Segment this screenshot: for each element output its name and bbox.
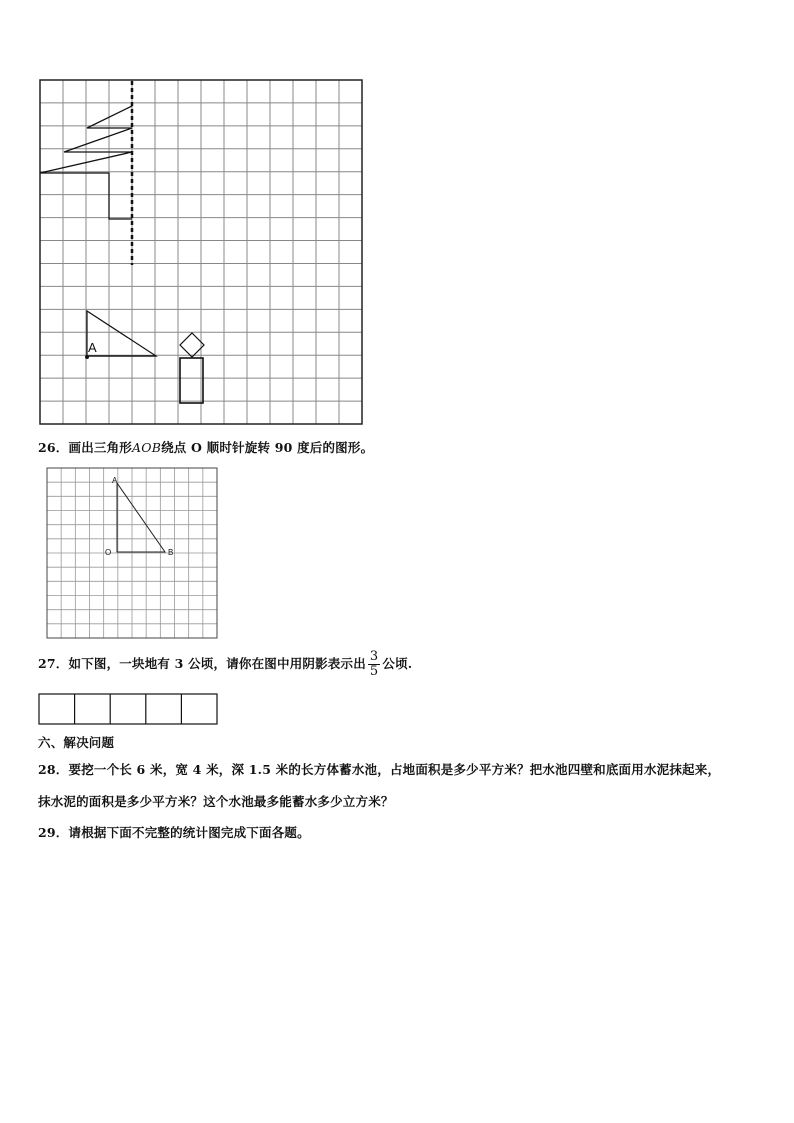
fraction-three-fifths <box>368 650 380 679</box>
rectangle-shape <box>180 358 203 403</box>
label-b: B <box>168 548 174 557</box>
label-o: O <box>105 548 112 557</box>
question-text-after: 公顷. <box>382 656 413 671</box>
question-number: 27． <box>38 656 69 671</box>
section-title: 六、解决问题 <box>38 735 115 750</box>
triangle-aob <box>117 483 165 552</box>
question-number: 28． <box>38 762 69 777</box>
point-a-dot <box>85 355 89 359</box>
label-a: A <box>112 476 118 485</box>
fraction-denominator: 5 <box>369 664 379 679</box>
question-28-line1 <box>38 760 720 778</box>
land-boxes[interactable] <box>38 693 220 726</box>
label-a: A <box>88 340 97 355</box>
question-29 <box>38 823 310 841</box>
figure-grid-rotation <box>46 467 220 640</box>
figure-grid-symmetry <box>39 79 366 427</box>
question-text-after: 绕点 O 顺时针旋转 90 度后的图形。 <box>161 440 374 455</box>
triangle-shape <box>87 311 156 356</box>
triangle-name: AOB <box>132 440 162 455</box>
question-text: 请根据下面不完整的统计图完成下面各题。 <box>68 825 310 840</box>
question-27 <box>38 650 412 679</box>
question-number: 29． <box>38 825 69 840</box>
question-26 <box>38 438 373 456</box>
question-text-before: 如下图，一块地有 3 公顷，请你在图中用阴影表示出 <box>68 656 366 671</box>
question-number: 26． <box>38 440 69 455</box>
diamond-shape <box>180 333 204 357</box>
fraction-numerator: 3 <box>369 649 379 664</box>
question-28-line2: 抹水泥的面积是多少平方米？这个水池最多能蓄水多少立方米？ <box>38 794 394 809</box>
question-text: 要挖一个长 6 米，宽 4 米，深 1.5 米的长方体蓄水池，占地面积是多少平方米？把水池四壁和底面用水泥抹起来， <box>68 762 721 777</box>
question-text-before: 画出三角形 <box>68 440 133 455</box>
